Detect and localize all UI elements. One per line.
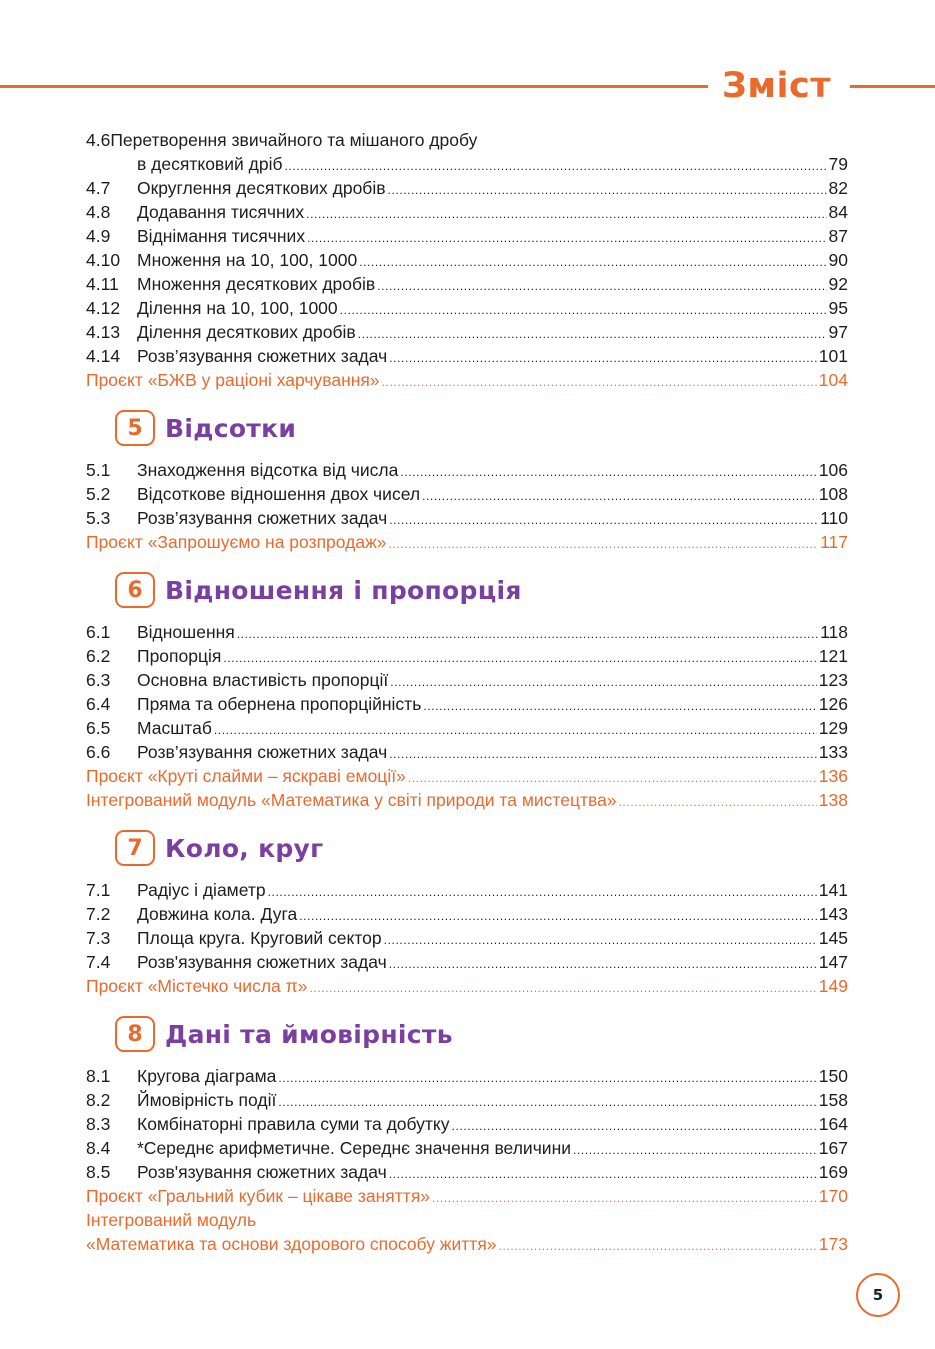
toc-entry[interactable]	[86, 128, 848, 152]
dot-leader	[389, 1160, 817, 1186]
toc-entry[interactable]	[86, 224, 848, 248]
dot-leader	[389, 950, 817, 976]
toc-entry-number: 4.11	[86, 274, 119, 294]
dot-leader	[400, 458, 816, 484]
toc-entry[interactable]	[86, 950, 848, 974]
dot-leader	[309, 974, 816, 1000]
dot-leader	[377, 272, 826, 298]
toc-entry-number: 7.3	[86, 928, 111, 948]
toc-entry-number: 6.6	[86, 742, 111, 762]
dot-leader	[268, 878, 817, 904]
toc-entry-number: 4.12	[86, 298, 121, 318]
toc-entry-title: Інтегрований модуль «Математика у світі природи та мистецтва»	[86, 790, 617, 810]
toc-entry[interactable]	[86, 248, 848, 272]
toc-entry-project[interactable]	[86, 530, 848, 554]
toc-entry-page: 84	[828, 202, 848, 222]
toc-entry-page: 106	[818, 460, 848, 480]
dot-leader	[278, 1088, 816, 1114]
toc-entry[interactable]	[86, 716, 848, 740]
chapter-number-badge: 8	[115, 1016, 155, 1052]
toc-entry-title: Радіус і діаметр	[137, 880, 266, 900]
toc-entry[interactable]	[86, 668, 848, 692]
toc-entry-title: Розв’язування сюжетних задач	[137, 346, 388, 366]
toc-entry-page: 158	[818, 1090, 848, 1110]
dot-leader	[423, 692, 816, 718]
dot-leader	[619, 788, 817, 814]
toc-entry-number: 4.13	[86, 322, 121, 342]
toc-entry-number: 6.4	[86, 694, 111, 714]
toc-entry-page: 121	[818, 646, 848, 666]
toc-entry[interactable]	[86, 296, 848, 320]
toc-entry-page: 169	[818, 1162, 848, 1182]
dot-leader	[389, 506, 818, 532]
toc-entry[interactable]	[86, 1088, 848, 1112]
toc-entry[interactable]	[86, 320, 848, 344]
dot-leader	[299, 902, 817, 928]
toc-entry-project[interactable]	[86, 974, 848, 998]
toc-entry-number: 4.8	[86, 202, 111, 222]
header-rule-left	[0, 85, 708, 88]
toc-entry-title: Проєкт «БЖВ у раціоні харчування»	[86, 370, 380, 390]
toc-entry[interactable]	[86, 1136, 848, 1160]
chapter-heading	[115, 1014, 848, 1054]
chapter-title: Дані та ймовірність	[165, 1019, 453, 1049]
toc-entry-title: Площа круга. Круговий сектор	[137, 928, 382, 948]
toc-entry[interactable]	[86, 692, 848, 716]
dot-leader	[306, 200, 826, 226]
toc-entry-page: 92	[828, 274, 848, 294]
toc-entry-number: 6.5	[86, 718, 111, 738]
toc-entry-number: 4.14	[86, 346, 121, 366]
toc-entry-page: 118	[820, 622, 848, 642]
toc-entry-page: 138	[818, 790, 848, 810]
dot-leader	[452, 1112, 817, 1138]
toc-entry-page: 133	[818, 742, 848, 762]
dot-leader	[432, 1184, 817, 1210]
toc-entry-project[interactable]	[86, 368, 848, 392]
toc-entry-page: 90	[828, 250, 848, 270]
dot-leader	[573, 1136, 817, 1162]
dot-leader	[359, 248, 826, 274]
header-rule-right	[850, 85, 935, 88]
toc-entry[interactable]	[86, 878, 848, 902]
toc-entry[interactable]	[86, 740, 848, 764]
toc-entry-number: 6.3	[86, 670, 111, 690]
chapter-title: Коло, круг	[165, 833, 324, 863]
page-title: Зміст	[722, 66, 832, 106]
toc-entry-page: 117	[820, 532, 848, 552]
chapter-number-badge: 7	[115, 830, 155, 866]
toc-entry-number: 8.4	[86, 1138, 111, 1158]
toc-entry-page: 110	[820, 508, 848, 528]
chapter-heading	[115, 828, 848, 868]
dot-leader	[408, 764, 817, 790]
toc-entry-title: Розв’язування сюжетних задач	[137, 742, 388, 762]
toc-entry-title: Проєкт «Гральний кубик – цікаве заняття»	[86, 1186, 431, 1206]
toc-entry-title: Ділення десяткових дробів	[137, 322, 356, 342]
toc-entry-title: Знаходження відсотка від числа	[137, 460, 399, 480]
chapter-title: Відношення і пропорція	[165, 575, 522, 605]
dot-leader	[340, 296, 827, 322]
toc-entry-project[interactable]	[86, 788, 848, 812]
toc-entry-title: Проєкт «Запрошуємо на розпродаж»	[86, 532, 387, 552]
toc-entry-number: 8.1	[86, 1066, 111, 1086]
toc-entry-title: Розв’язування сюжетних задач	[137, 508, 388, 528]
toc-entry-page: 79	[828, 154, 848, 174]
toc-entry[interactable]	[86, 344, 848, 368]
toc-entry-number: 7.1	[86, 880, 111, 900]
toc-entry-number: 5.1	[86, 460, 111, 480]
toc-entry-title: Інтегрований модуль	[86, 1210, 257, 1230]
toc-entry-title: Округлення десяткових дробів	[137, 178, 386, 198]
toc-entry-page: 108	[818, 484, 848, 504]
toc-entry-page: 167	[818, 1138, 848, 1158]
toc-entry[interactable]	[86, 1064, 848, 1088]
toc-entry-title: Масштаб	[137, 718, 212, 738]
dot-leader	[389, 530, 819, 556]
toc-entry-number: 4.6	[86, 130, 111, 150]
toc-entry-title: Віднімання тисячних	[137, 226, 306, 246]
dot-leader	[389, 344, 817, 370]
chapter-heading	[115, 408, 848, 448]
toc-entry-number: 4.9	[86, 226, 111, 246]
toc-entry-title: Комбінаторні правила суми та добутку	[137, 1114, 450, 1134]
toc-entry[interactable]	[86, 506, 848, 530]
chapter-title: Відсотки	[165, 413, 297, 443]
toc-entry-title: Пряма та обернена пропорційність	[137, 694, 422, 714]
toc-entry-title: Пропорція	[137, 646, 222, 666]
table-of-contents	[86, 128, 848, 1256]
toc-entry-page: 173	[818, 1234, 848, 1254]
toc-entry-page: 150	[818, 1066, 848, 1086]
toc-entry[interactable]	[86, 1112, 848, 1136]
toc-entry-title: Ділення на 10, 100, 1000	[137, 298, 338, 318]
toc-entry[interactable]	[86, 902, 848, 926]
toc-entry-page: 170	[818, 1186, 848, 1206]
toc-entry-project[interactable]	[86, 1232, 848, 1256]
chapter-number-badge: 6	[115, 572, 155, 608]
toc-entry[interactable]	[86, 620, 848, 644]
toc-entry-page: 104	[818, 370, 848, 390]
toc-entry-number: 8.2	[86, 1090, 111, 1110]
toc-entry[interactable]	[86, 176, 848, 200]
toc-entry-number: 8.5	[86, 1162, 111, 1182]
toc-entry-page: 82	[828, 178, 848, 198]
toc-entry-number: 8.3	[86, 1114, 111, 1134]
toc-entry-title: Ймовірність події	[137, 1090, 277, 1110]
toc-entry-project[interactable]	[86, 1208, 848, 1232]
toc-entry-title: Кругова діаграма	[137, 1066, 277, 1086]
page-number: 5	[872, 1286, 884, 1304]
toc-entry-title: Проєкт «Круті слайми – яскраві емоції»	[86, 766, 406, 786]
toc-entry[interactable]	[86, 1160, 848, 1184]
dot-leader	[390, 668, 817, 694]
dot-leader	[358, 320, 827, 346]
dot-leader	[307, 224, 826, 250]
dot-leader	[388, 176, 827, 202]
toc-entry-number: 5.2	[86, 484, 111, 504]
toc-entry-page: 123	[818, 670, 848, 690]
dot-leader	[384, 926, 817, 952]
dot-leader	[382, 368, 817, 394]
toc-entry-title: Відношення	[137, 622, 235, 642]
toc-entry-page: 136	[818, 766, 848, 786]
dot-leader	[422, 482, 817, 508]
toc-entry[interactable]	[86, 458, 848, 482]
toc-entry-project[interactable]	[86, 1184, 848, 1208]
dot-leader	[389, 740, 817, 766]
toc-entry-page: 164	[818, 1114, 848, 1134]
toc-entry-page: 129	[818, 718, 848, 738]
toc-entry[interactable]	[86, 200, 848, 224]
dot-leader	[214, 716, 817, 742]
page-number-badge	[856, 1273, 900, 1317]
toc-entry[interactable]	[86, 482, 848, 506]
toc-entry-page: 147	[818, 952, 848, 972]
toc-entry-title: Відсоткове відношення двох чисел	[137, 484, 421, 504]
toc-entry-page: 143	[818, 904, 848, 924]
toc-entry-title: Довжина кола. Дуга	[137, 904, 298, 924]
toc-entry-title: Множення на 10, 100, 1000	[137, 250, 358, 270]
toc-entry-number: 7.2	[86, 904, 111, 924]
toc-entry-title: Множення десяткових дробів	[137, 274, 376, 294]
toc-entry-page: 95	[828, 298, 848, 318]
toc-entry-number: 4.10	[86, 250, 121, 270]
toc-entry-page: 149	[818, 976, 848, 996]
dot-leader	[499, 1232, 817, 1258]
toc-entry-page: 126	[818, 694, 848, 714]
toc-entry-number: 6.2	[86, 646, 111, 666]
toc-entry-project[interactable]	[86, 764, 848, 788]
toc-entry-title: Розв'язування сюжетних задач	[137, 1162, 387, 1182]
toc-entry[interactable]	[86, 272, 848, 296]
toc-entry-page: 145	[818, 928, 848, 948]
dot-leader	[285, 152, 827, 178]
toc-entry-number: 4.7	[86, 178, 111, 198]
toc-entry-title: Розв'язування сюжетних задач	[137, 952, 387, 972]
toc-entry-number: 6.1	[86, 622, 111, 642]
toc-entry-title: «Математика та основи здорового способу життя»	[86, 1234, 497, 1254]
toc-entry-title: Перетворення звичайного та мішаного дробу	[110, 130, 478, 150]
toc-entry-page: 97	[828, 322, 848, 342]
dot-leader	[223, 644, 816, 670]
toc-entry-number: 7.4	[86, 952, 111, 972]
chapter-number-badge: 5	[115, 410, 155, 446]
toc-entry[interactable]	[86, 644, 848, 668]
toc-entry[interactable]	[86, 926, 848, 950]
dot-leader	[278, 1064, 816, 1090]
toc-entry-title: Додавання тисячних	[137, 202, 305, 222]
toc-entry-page: 101	[818, 346, 848, 366]
toc-entry-title: Основна властивість пропорції	[137, 670, 389, 690]
toc-entry-number: 5.3	[86, 508, 111, 528]
toc-entry[interactable]	[86, 152, 848, 176]
toc-entry-page: 87	[828, 226, 848, 246]
toc-entry-title: в десятковий дріб	[137, 154, 283, 174]
toc-entry-title: *Середнє арифметичне. Середнє значення величини	[137, 1138, 572, 1158]
chapter-heading	[115, 570, 848, 610]
toc-entry-title: Проєкт «Містечко числа π»	[86, 976, 308, 996]
dot-leader	[237, 620, 818, 646]
toc-entry-page: 141	[818, 880, 848, 900]
